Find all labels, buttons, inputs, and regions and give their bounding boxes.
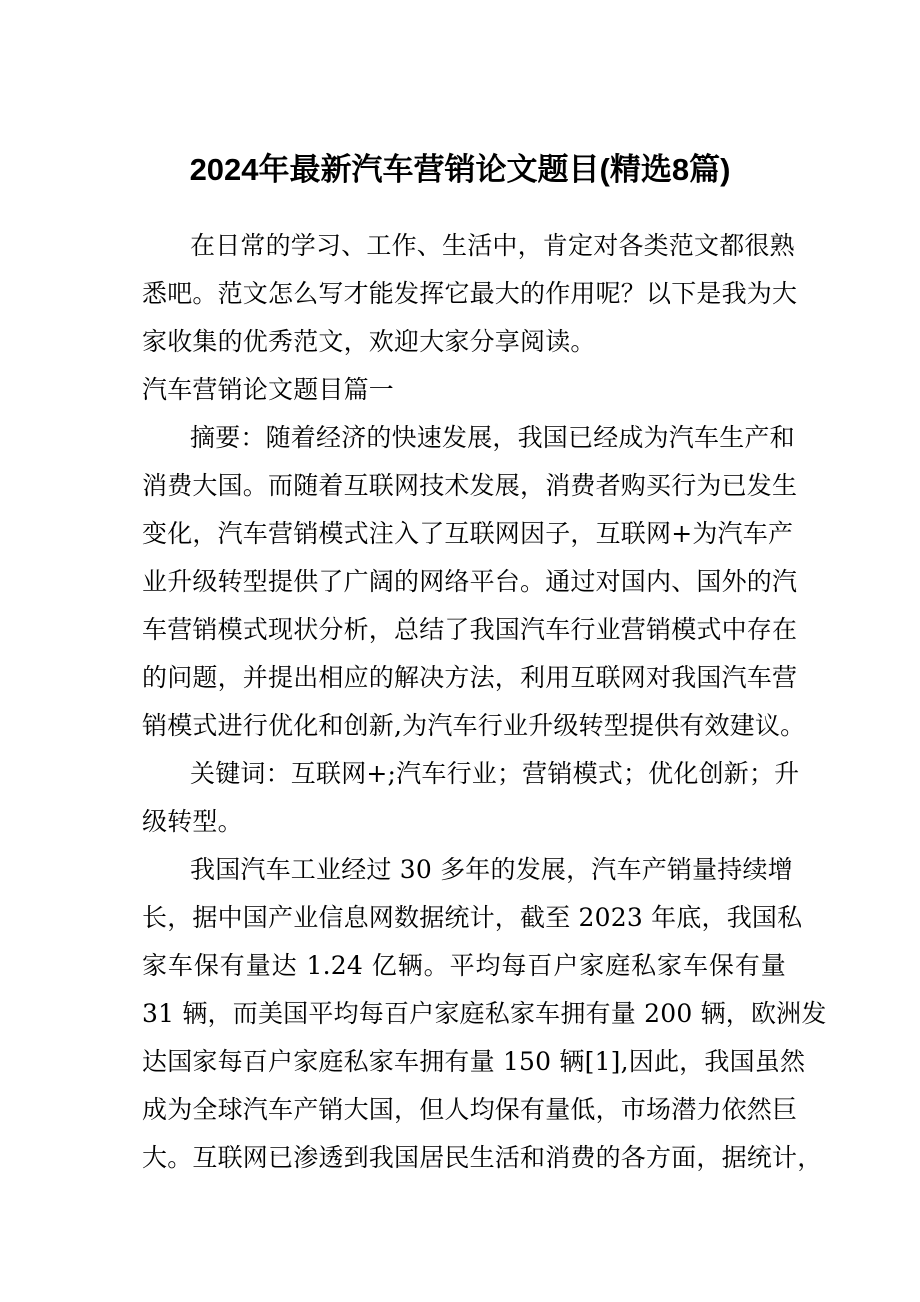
text-line: 在日常的学习、工作、生活中，肯定对各类范文都很熟 xyxy=(190,231,795,260)
text-line: 长，据中国产业信息网数据统计，截至 2023 年底，我国私 xyxy=(142,903,803,932)
text-line: 家收集的优秀范文，欢迎大家分享阅读。 xyxy=(142,327,596,356)
text-line: 车营销模式现状分析，总结了我国汽车行业营销模式中存在 xyxy=(142,615,798,644)
document-body xyxy=(142,222,827,1182)
text-line: 业升级转型提供了广阔的网络平台。通过对国内、国外的汽 xyxy=(142,567,798,596)
text-line: 达国家每百户家庭私家车拥有量 150 辆[1],因此，我国虽然 xyxy=(142,1047,806,1076)
text-line: 级转型。 xyxy=(142,807,243,836)
text-line: 销模式进行优化和创新,为汽车行业升级转型提供有效建议。 xyxy=(142,711,806,740)
text-line: 关键词：互联网+;汽车行业；营销模式；优化创新；升 xyxy=(190,759,800,788)
intro-paragraph xyxy=(142,222,798,366)
text-line: 31 辆，而美国平均每百户家庭私家车拥有量 200 辆，欧洲发 xyxy=(142,999,827,1028)
text-line: 变化，汽车营销模式注入了互联网因子，互联网+为汽车产 xyxy=(142,519,794,548)
text-line: 大。互联网已渗透到我国居民生活和消费的各方面，据统计， xyxy=(142,1143,823,1172)
text-line: 摘要：随着经济的快速发展，我国已经成为汽车生产和 xyxy=(190,423,795,452)
section-heading xyxy=(142,366,786,414)
text-line: 我国汽车工业经过 30 多年的发展，汽车产销量持续增 xyxy=(190,855,793,884)
text-line: 消费大国。而随着互联网技术发展，消费者购买行为已发生 xyxy=(142,471,798,500)
text-line: 家车保有量达 1.24 亿辆。平均每百户家庭私家车保有量 xyxy=(142,951,786,980)
section-heading-text: 汽车营销论文题目篇一 xyxy=(142,375,395,404)
document-title: 2024年最新汽车营销论文题目(精选8篇) xyxy=(189,152,731,187)
text-line: 悉吧。范文怎么写才能发挥它最大的作用呢？以下是我为大 xyxy=(142,279,798,308)
text-line: 的问题，并提出相应的解决方法，利用互联网对我国汽车营 xyxy=(142,663,798,692)
abstract-paragraph xyxy=(142,414,806,750)
body-paragraph xyxy=(142,846,827,1182)
keywords-paragraph xyxy=(142,750,800,846)
text-line: 成为全球汽车产销大国，但人均保有量低，市场潜力依然巨 xyxy=(142,1095,798,1124)
